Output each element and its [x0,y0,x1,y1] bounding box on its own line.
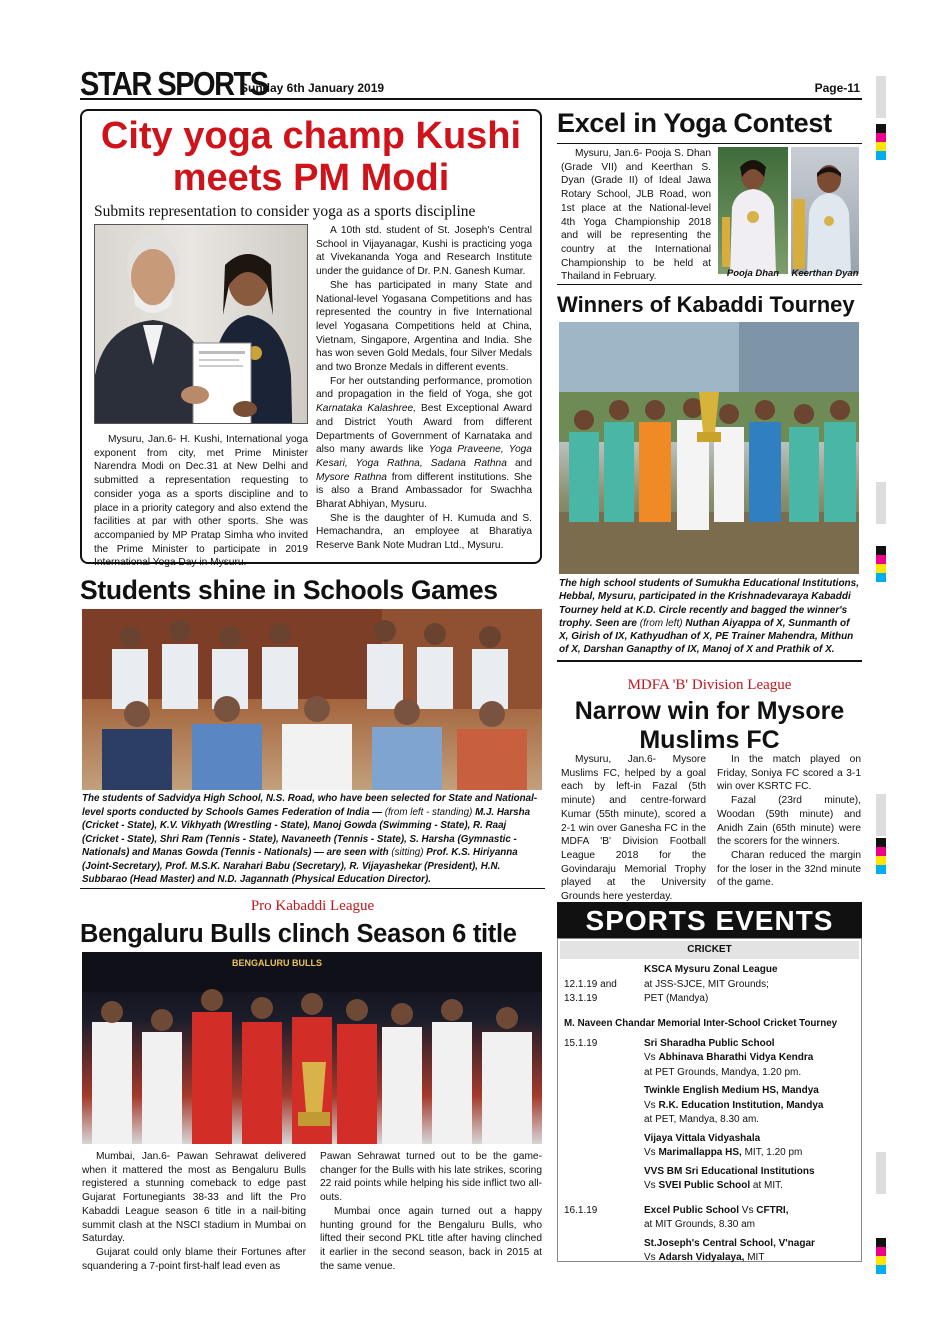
color-registration-mark-2 [876,546,886,582]
yoga-contest-headline: Excel in Yoga Contest [557,108,832,138]
schools-games-bottom-rule [80,888,545,889]
kabaddi-team-photo [559,322,859,574]
keerthan-photo [791,147,859,274]
modi-kushi-illustration [95,225,308,424]
registration-bar-2 [876,482,886,524]
kushi-col1-para1: Mysuru, Jan.6- H. Kushi, International yoga exponent from city, met Prime Minister Narendra Modi on Dec.31 at New Delhi and submitted a representation requesting to consider yoga as a sports discipline and to place in a priority category and also extend the facilities at par with other sports. She was accompanied by MP Pratap Simha who invited the Prime Minister to participate in 2019 International Yoga Day in Mysuru. [94,434,308,569]
pro-kabaddi-kicker: Pro Kabaddi League [250,898,375,914]
kabaddi-team-illustration [559,322,859,574]
kabaddi-tourney-caption: The high school students of Sumukha Educational Institutions, Hebbal, Mysuru, participated in the Krishnadevaraya Kabaddi Tourney held at K.D. Circle recently and bagged the winner's trophy. Seen are (from left) Nuthan Aiyappa of X, Sunmanth of X, Girish of IX, Kathyudhan of X, PE Trainer Mahendra, Mithun of X, Darshan Ganapthy of IX, Manoj of X and Prathik of X. [559,578,860,656]
kushi-col2-text [316,224,532,553]
mdfa-headline-line-2: Muslims FC [639,726,780,754]
pro-kabaddi-col2: Pawan Sehrawat turned out to be the game-changer for the Bulls with his late strikes, scoring 22 raid points while helping his side inflict two all-outs. Mumbai once again turned out a happy hunting ground for the Bengaluru Bulls, who lifted their second PKL title after having clinched it earlier in the second season, back in 2015 at the same venue. [320,1151,542,1272]
sports-events-body [557,938,862,1262]
color-registration-mark-3 [876,838,886,874]
color-registration-mark-4 [876,1238,886,1274]
pooja-illustration [718,147,788,274]
section-title: STAR SPORTS [80,66,268,103]
pro-kabaddi-article [80,898,545,1272]
kabaddi-tourney-headline: Winners of Kabaddi Tourney [557,292,855,317]
kabaddi-tourney-bottom-rule [557,660,862,662]
headline-line-2: meets PM Modi [172,157,450,199]
match-row-1: 15.1.19 Sri Sharadha Public School Vs Abhinava Bharathi Vidya Kendra at PET Grounds, Mandya, 1.20 pm. [564,1037,814,1078]
match-row-6: St.Joseph's Central School, V'nagar Vs Adarsh Vidyalaya, MIT [644,1237,815,1263]
keerthan-caption: Keerthan Dyan [791,268,859,279]
zonal-league-row-2: 13.1.19 PET (Mandya) [564,993,709,1004]
yoga-contest-bottom-rule [557,284,862,285]
sports-events-title: SPORTS EVENTS [585,905,834,936]
color-registration-mark-1 [876,124,886,160]
modi-kushi-photo [94,224,308,424]
registration-bar-3 [876,794,886,836]
yoga-contest-rule [557,143,862,144]
pro-kabaddi-col1: Mumbai, Jan.6- Pawan Sehrawat delivered when it mattered the most as Bengaluru Bulls registered a stunning comeback to edge past Gujarat Fortunegiants 38-33 and lift the Pro Kabaddi League season 6 title in a nail-biting summit clash at the NSCI stadium in Mumbai on Saturday. Gujarat could only blame their Fortunes after squandering a 7-point first-half lead even as [82,1151,306,1272]
registration-bar-1 [876,76,886,118]
bulls-celebration-illustration [82,952,542,1144]
zonal-league-title-row [564,963,855,978]
mdfa-col1: Mysuru, Jan.6- Mysore Muslims FC, helped by a goal each by left-in Fazal (5th minute) and centre-forward Kumar (55th minute), scored a 2-1 win over Ganesha FC in the MDFA 'B' Division Football League 2018 for the Govindaraju Memorial Trophy played at the University Grounds here yesterday. [561,754,706,903]
headline [82,115,540,199]
mdfa-headline [557,697,862,755]
sports-events-box [557,902,862,1262]
yoga-contest-body: Mysuru, Jan.6- Pooja S. Dhan (Grade VII) and Keerthan S. Dyan (Grade II) of Ideal Jawa Rotary School, JLB Road, won 1st place at the National-level 4th Yoga Championship 2018 and will be representing the country at the International Championship to be held at Thailand in February. [561,148,711,283]
mdfa-headline-line-1: Narrow win for Mysore [574,697,845,725]
headline-line-1: City yoga champ Kushi [100,115,522,157]
registration-bar-4 [876,1152,886,1194]
schools-games-caption: The students of Sadvidya High School, N.S. Road, who have been selected for State and National-level sports conducted by Schools Games Federation of India — (from left - standing) M.J. Harsha (Cricket - State), K.V. Vikhyath (Wrestling - State), Manoj Gowda (Swimming - State), R. Raaj (Cricket - State), Shri Ram (Tennis - State), Navaneeth (Tennis - State), S. Harsha (Gymnastic - Nationals) and Manas Gowda (Tennis - Nationals) — are seen with (sitting) Prof. K.S. Hiriyanna (Joint-Secretary), Prof. M.S.K. Narahari Babu (Secretary), R. Vijayashekar (President), H.N. Subbarao (Head Master) and N.D. Jagannath (Physical Education Director). [82,793,538,885]
kushi-col2-para4: She is the daughter of H. Kumuda and S. Hemachandra, an employee at Bharatiya Reserve Bank Note Mudran Ltd., Mysuru. [316,512,532,552]
mdfa-kicker: MDFA 'B' Division League [627,677,792,693]
match-row-4: VVS BM Sri Educational Institutions Vs SVEI Public School at MIT. [644,1165,815,1191]
match-row-2: Twinkle English Medium HS, Mandya Vs R.K. Education Institution, Mandya at PET, Mandya, 8.30 am. [644,1085,824,1125]
kabaddi-tourney-article [557,290,862,662]
yoga-contest-article [557,107,862,287]
kushi-col2-para2: She has participated in many State and National-level Yogasana Competitions and has represented the country in five International level Yogasana Competitions held at China, Vietnam, Singapore, Argentina and India. She has won seven Gold Medals, four Silver Medals and two Bronze Medals in different events. [316,279,532,374]
match-row-5: 16.1.19 Excel Public School Vs CFTRI, at MIT Grounds, 8.30 am [564,1204,789,1230]
sports-events-title-bar [557,902,862,938]
kushi-col2-para3: For her outstanding performance, promotion and propagation in the field of Yoga, she got Karnataka Kalashree, Best Exceptional Award and District Youth Award from different Departments of Government of Karnataka and also many awards like Yoga Praveene, Yoga Kesari, Yoga Rathna, Sadana Rathna and Mysore Rathna from different institutions. She is also a Brand Ambassador for Swachha Bharat Abhiyan, Mysuru. [316,375,533,511]
page-date: Sunday 6th January 2019 [240,81,385,95]
kushi-col1-text [94,433,308,570]
yoga-kushi-article [80,109,542,569]
cricket-category-bar: CRICKET [560,941,859,959]
sadvidya-illustration [82,609,542,790]
sadvidya-students-photo [82,609,542,790]
keerthan-illustration [791,147,859,274]
bengaluru-bulls-photo [82,952,542,1144]
subhead: Submits representation to consider yoga as a sports discipline [94,203,476,220]
schools-games-headline: Students shine in Schools Games [80,575,498,605]
photo-banner-text: BENGALURU BULLS [232,958,322,968]
match-row-3: Vijaya Vittala Vidyashala Vs Marimallappa HS, MIT, 1.20 pm [644,1132,803,1158]
masthead [80,64,862,103]
page-number: Page-11 [814,81,860,95]
zonal-league-title: KSCA Mysuru Zonal League [644,964,778,975]
pooja-photo [718,147,788,274]
kushi-col2-para1: A 10th std. student of St. Joseph's Central School in Vijayanagar, Kushi is practicing yoga at Vivekananda Yoga and Research Institute under the guidance of Dr. P.N. Ganesh Kumar. [316,225,532,278]
pro-kabaddi-headline: Bengaluru Bulls clinch Season 6 title [80,920,517,948]
mdfa-article [557,677,862,903]
mdfa-col2: In the match played on Friday, Soniya FC scored a 3-1 win over KSRTC FC. Fazal (23rd minute), Woodan (59th minute) and Anidh Zain (65th minute) were the scorers for the winners. Charan reduced the margin for the loser in the 32nd minute of the game. [717,754,861,889]
schools-games-article [80,574,545,890]
pooja-caption: Pooja Dhan [726,268,780,279]
zonal-league-row-1: 12.1.19 and at JSS-SJCE, MIT Grounds; [564,978,769,990]
tourney-title: M. Naveen Chandar Memorial Inter-School Cricket Tourney [564,1017,838,1029]
